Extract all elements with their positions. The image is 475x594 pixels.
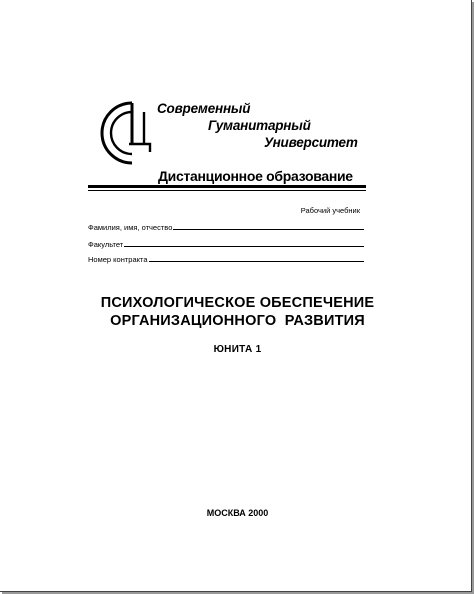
- place-year: МОСКВА 2000: [206, 508, 269, 518]
- university-logo-icon: [92, 100, 160, 166]
- document-title-line-1: ПСИХОЛОГИЧЕСКОЕ ОБЕСПЕЧЕНИЕ: [100, 295, 375, 311]
- university-name-line-2: Гуманитарный: [208, 118, 311, 133]
- field-full-name-label: Фамилия, имя, отчество: [88, 223, 173, 232]
- university-name-line-3: Университет: [264, 135, 358, 150]
- document-title-line-2: ОРГАНИЗАЦИОННОГО РАЗВИТИЯ: [110, 313, 365, 329]
- unit-label: ЮНИТА 1: [213, 344, 262, 355]
- field-full-name[interactable]: [88, 220, 364, 232]
- field-full-name-line[interactable]: [173, 229, 364, 230]
- field-faculty-label: Факультет: [88, 240, 124, 249]
- field-faculty-line[interactable]: [124, 246, 364, 247]
- distance-education-heading: Дистанционное образование: [158, 168, 353, 184]
- field-contract-number-line[interactable]: [149, 261, 364, 262]
- workbook-label: Рабочий учебник: [300, 206, 360, 215]
- field-contract-number[interactable]: [88, 252, 364, 264]
- header-divider-thick: [88, 185, 366, 188]
- field-contract-number-label: Номер контракта: [88, 255, 148, 264]
- header-divider-thin: [88, 190, 366, 191]
- university-name-line-1: Современный: [157, 101, 251, 116]
- field-faculty[interactable]: [88, 237, 364, 249]
